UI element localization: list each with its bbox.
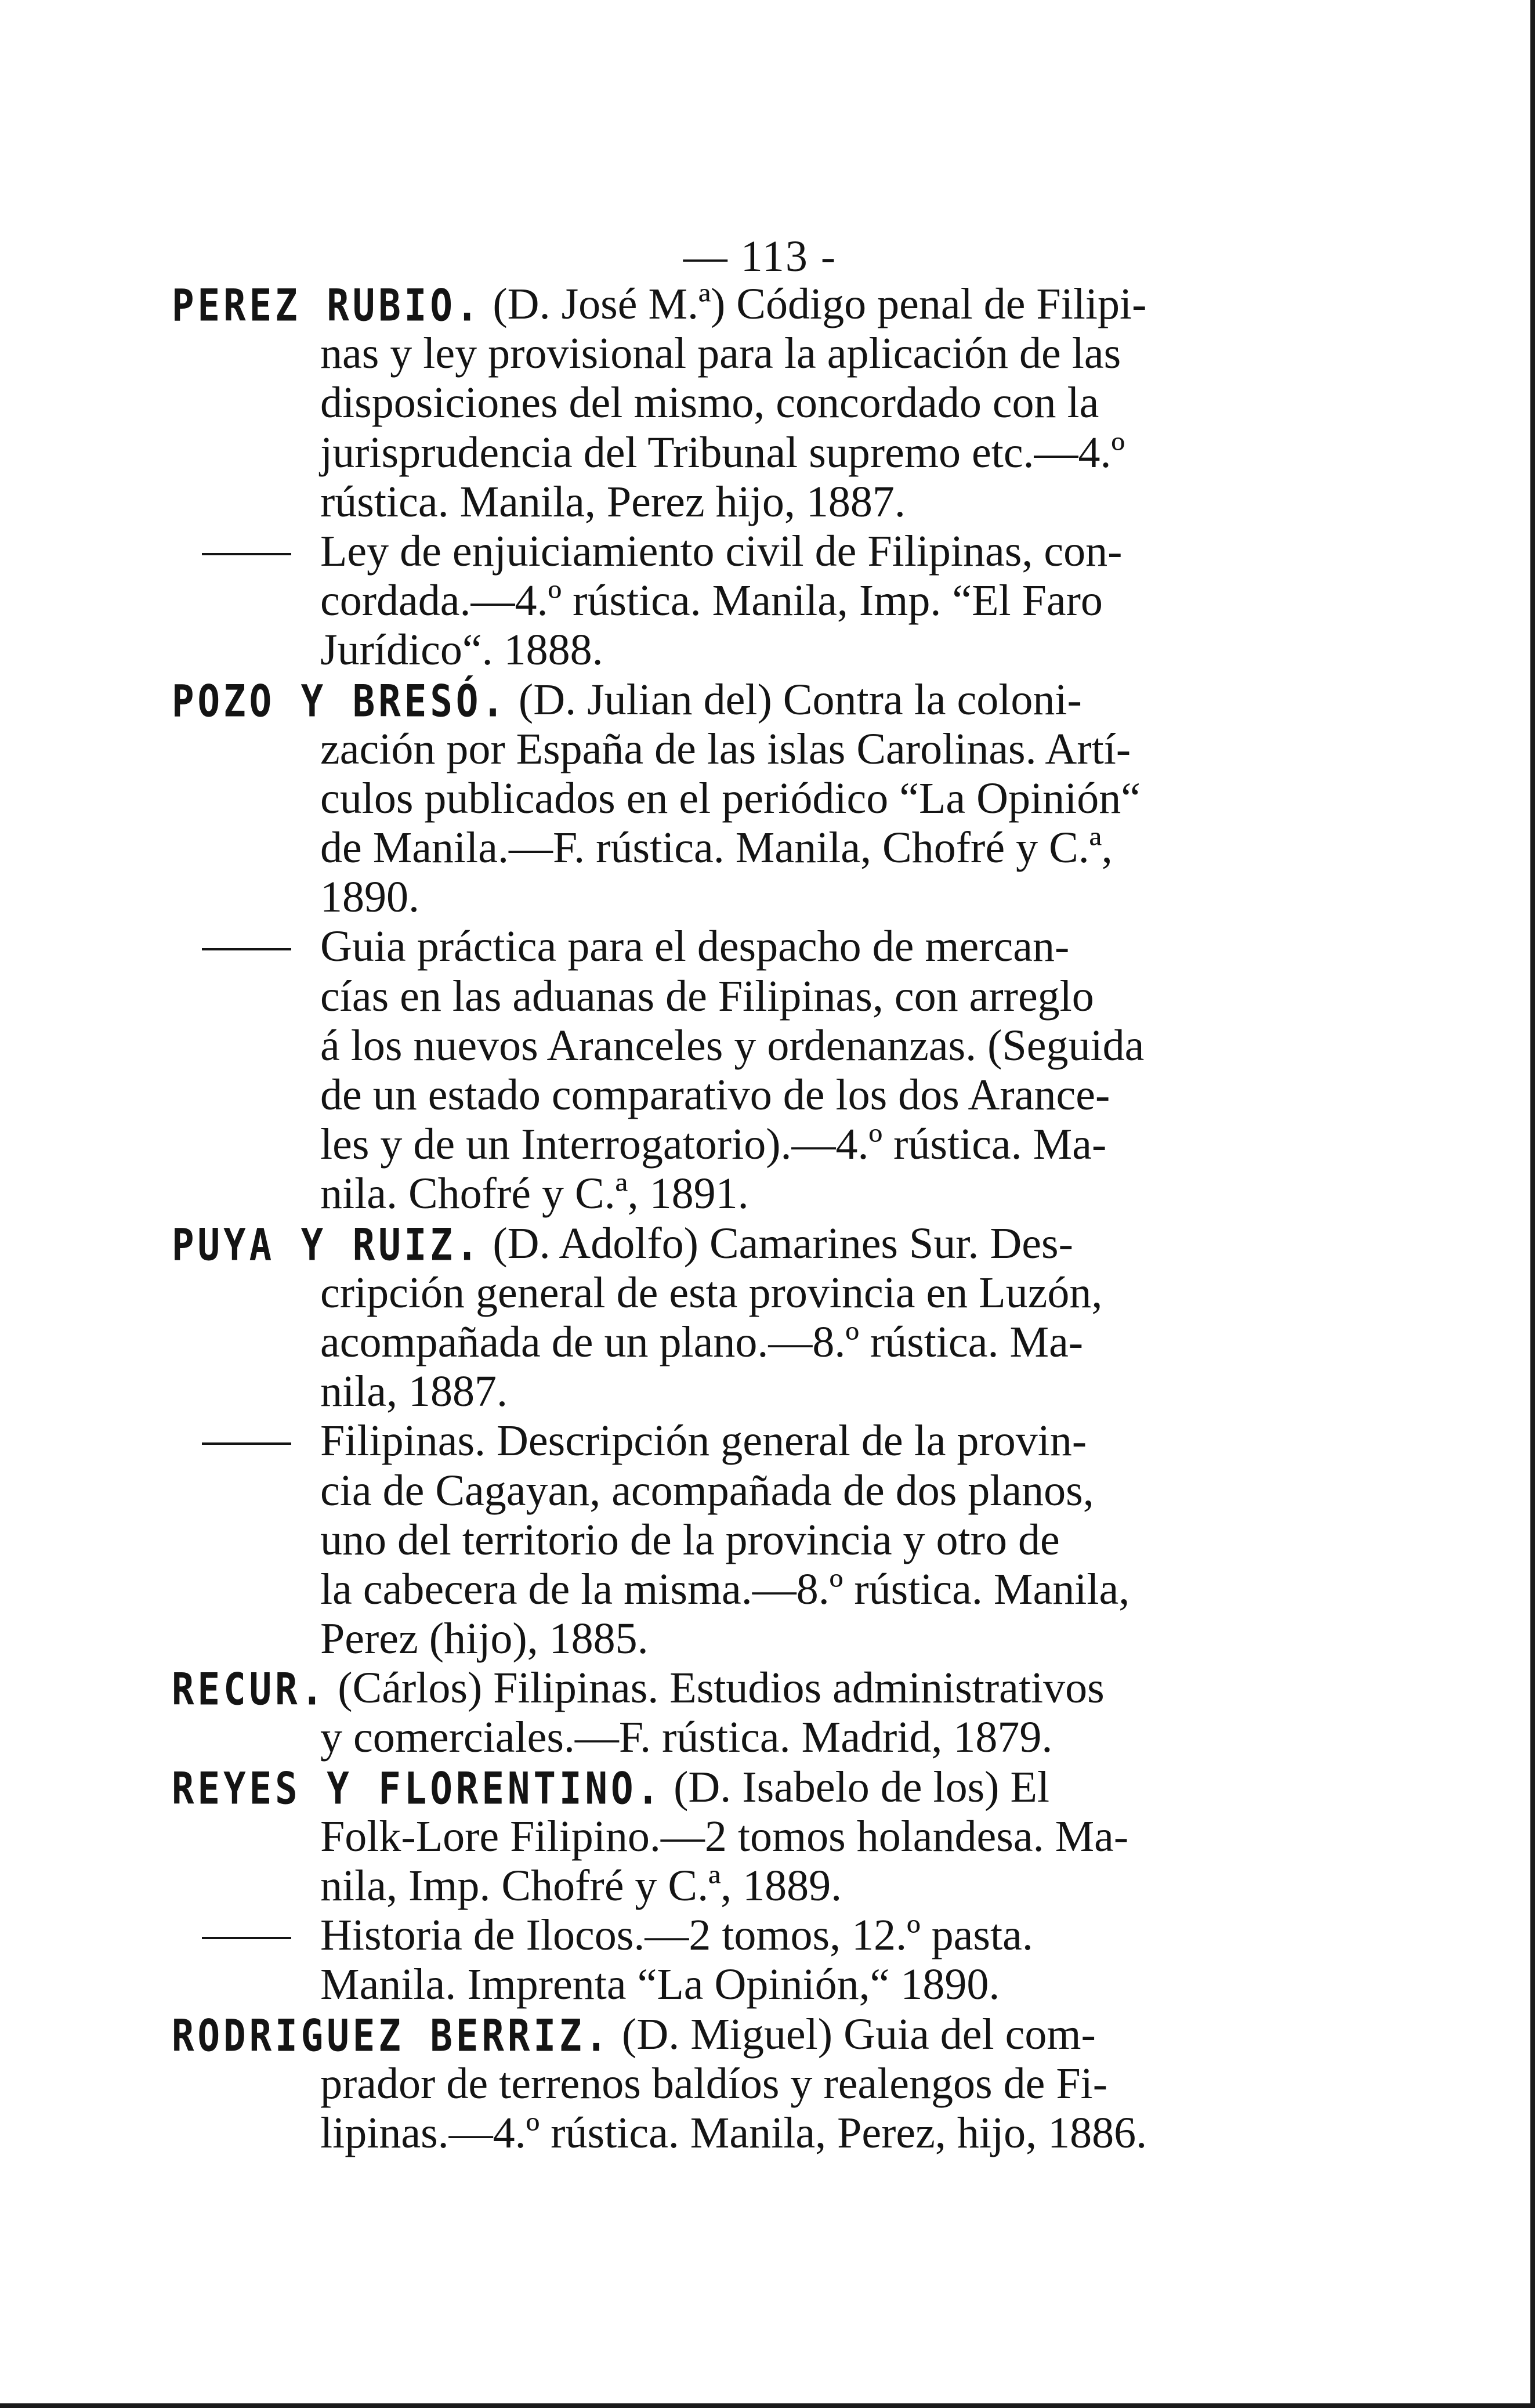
entry-text: (D. Julian del) Contra la coloni-: [507, 675, 1082, 724]
bibliography-entry: [172, 280, 1367, 675]
entry-work: [172, 2010, 1367, 2158]
entry-work: [172, 1763, 1367, 1911]
continuation-line: 1890.: [320, 873, 419, 922]
continuation-line: zación por España de las islas Carolinas. Artí-: [320, 724, 1131, 773]
entry-work: [172, 527, 1367, 675]
continuation-line: uno del territorio de la provincia y otro de: [320, 1515, 1060, 1564]
author-surname: RODRIGUEZ BERRIZ.: [172, 2011, 611, 2059]
entry-work: [172, 1664, 1367, 1762]
continuation-line: prador de terrenos baldíos y realengos de Fi-: [320, 2059, 1108, 2108]
continuation-line: cia de Cagayan, acompañada de dos planos,: [320, 1466, 1094, 1515]
entry-first-line: [172, 1664, 1367, 1713]
entry-work: [172, 675, 1367, 923]
continuation-line: disposiciones del mismo, concordado con la: [320, 378, 1099, 428]
author-surname: POZO Y BRESÓ.: [172, 676, 508, 725]
continuation-line: nila. Chofré y C.ª, 1891.: [320, 1169, 749, 1219]
continuation-line: cordada.—4.º rústica. Manila, Imp. “El Faro: [320, 576, 1103, 625]
continuation-line: á los nuevos Aranceles y ordenanzas. (Seguida: [320, 1021, 1145, 1070]
ditto-line: [172, 922, 1367, 971]
continuation-line: y comerciales.—F. rústica. Madrid, 1879.: [320, 1713, 1053, 1762]
entry-text: (D. Isabelo de los) El: [662, 1762, 1050, 1812]
entry-first-line: [172, 2010, 1367, 2059]
continuation-line: de Manila.—F. rústica. Manila, Chofré y C.ª,: [320, 823, 1113, 873]
author-surname: REYES Y FLORENTINO.: [172, 1763, 663, 1812]
entry-text: (Cárlos) Filipinas. Estudios administrativos: [327, 1664, 1105, 1713]
continuation-line: culos publicados en el periódico “La Opinión“: [320, 773, 1141, 823]
continuation-line: de un estado comparativo de los dos Arance-: [320, 1071, 1110, 1119]
continuation-line: Folk-Lore Filipino.—2 tomos holandesa. Ma-: [320, 1812, 1129, 1861]
entry-work: [172, 280, 1367, 527]
ditto-dash: [172, 922, 320, 971]
continuation-line: cías en las aduanas de Filipinas, con arreglo: [320, 971, 1094, 1021]
page-number: — 113 -: [683, 232, 837, 281]
continuation-line: Manila. Imprenta “La Opinión,“ 1890.: [320, 1960, 1000, 2009]
ditto-dash-rule: [202, 553, 291, 555]
continuation-line: la cabecera de la misma.—8.º rústica. Manila,: [320, 1564, 1130, 1614]
entry-text: (D. Adolfo) Camarines Sur. Des-: [482, 1219, 1073, 1268]
entry-work: [172, 922, 1367, 1219]
ditto-dash-rule: [202, 948, 291, 950]
continuation-line: nila, 1887.: [320, 1367, 508, 1416]
bibliography-entry: [172, 1664, 1367, 1762]
entry-first-line: [172, 280, 1367, 329]
continuation-line: lipinas.—4.º rústica. Manila, Perez, hijo, 1886.: [320, 2108, 1147, 2157]
continuation-line: rústica. Manila, Perez hijo, 1887.: [320, 477, 906, 526]
continuation-line: les y de un Interrogatorio).—4.º rústica. Ma-: [320, 1120, 1107, 1169]
ditto-dash-rule: [202, 1937, 291, 1939]
entry-text: Ley de enjuiciamiento civil de Filipinas, con-: [320, 526, 1123, 576]
entry-work: [172, 1911, 1367, 2009]
ditto-dash: [172, 527, 320, 576]
entry-work: [172, 1219, 1367, 1417]
page-edge-bottom: [0, 2403, 1535, 2408]
continuation-line: nila, Imp. Chofré y C.ª, 1889.: [320, 1861, 842, 1910]
bibliography-entry: [172, 675, 1367, 1219]
continuation-line: Perez (hijo), 1885.: [320, 1614, 649, 1664]
entry-text: (D. Miguel) Guia del com-: [611, 2009, 1096, 2059]
entry-text: (D. José M.ª) Código penal de Filipi-: [482, 280, 1147, 328]
continuation-line: jurisprudencia del Tribunal supremo etc.—4.º: [320, 428, 1125, 477]
bibliography-entry: [172, 1763, 1367, 2010]
ditto-dash: [172, 1416, 320, 1466]
ditto-dash-rule: [202, 1442, 291, 1445]
entry-first-line: [172, 1763, 1367, 1812]
page-edge-right: [1530, 0, 1535, 2408]
ditto-dash: [172, 1911, 320, 1960]
author-surname: RECUR.: [172, 1665, 327, 1713]
ditto-line: [172, 1911, 1367, 1960]
bibliography-entry: [172, 2010, 1367, 2158]
entry-text: Filipinas. Descripción general de la provin-: [320, 1416, 1087, 1466]
entry-first-line: [172, 1219, 1367, 1268]
entry-work: [172, 1416, 1367, 1664]
entry-text: Guia práctica para el despacho de mercan-: [320, 922, 1070, 971]
ditto-line: [172, 1416, 1367, 1466]
continuation-line: nas y ley provisional para la aplicación de las: [320, 329, 1121, 378]
continuation-line: acompañada de un plano.—8.º rústica. Ma-: [320, 1317, 1084, 1366]
author-surname: PUYA Y RUIZ.: [172, 1220, 482, 1268]
entry-first-line: [172, 675, 1367, 725]
bibliography-text: [172, 280, 1367, 2158]
author-surname: PEREZ RUBIO.: [172, 281, 482, 330]
entry-text: Historia de Ilocos.—2 tomos, 12.º pasta.: [320, 1911, 1033, 1960]
bibliography-entry: [172, 1219, 1367, 1664]
continuation-line: cripción general de esta provincia en Luzón,: [320, 1268, 1103, 1317]
continuation-line: Jurídico“. 1888.: [320, 625, 603, 675]
ditto-line: [172, 527, 1367, 576]
